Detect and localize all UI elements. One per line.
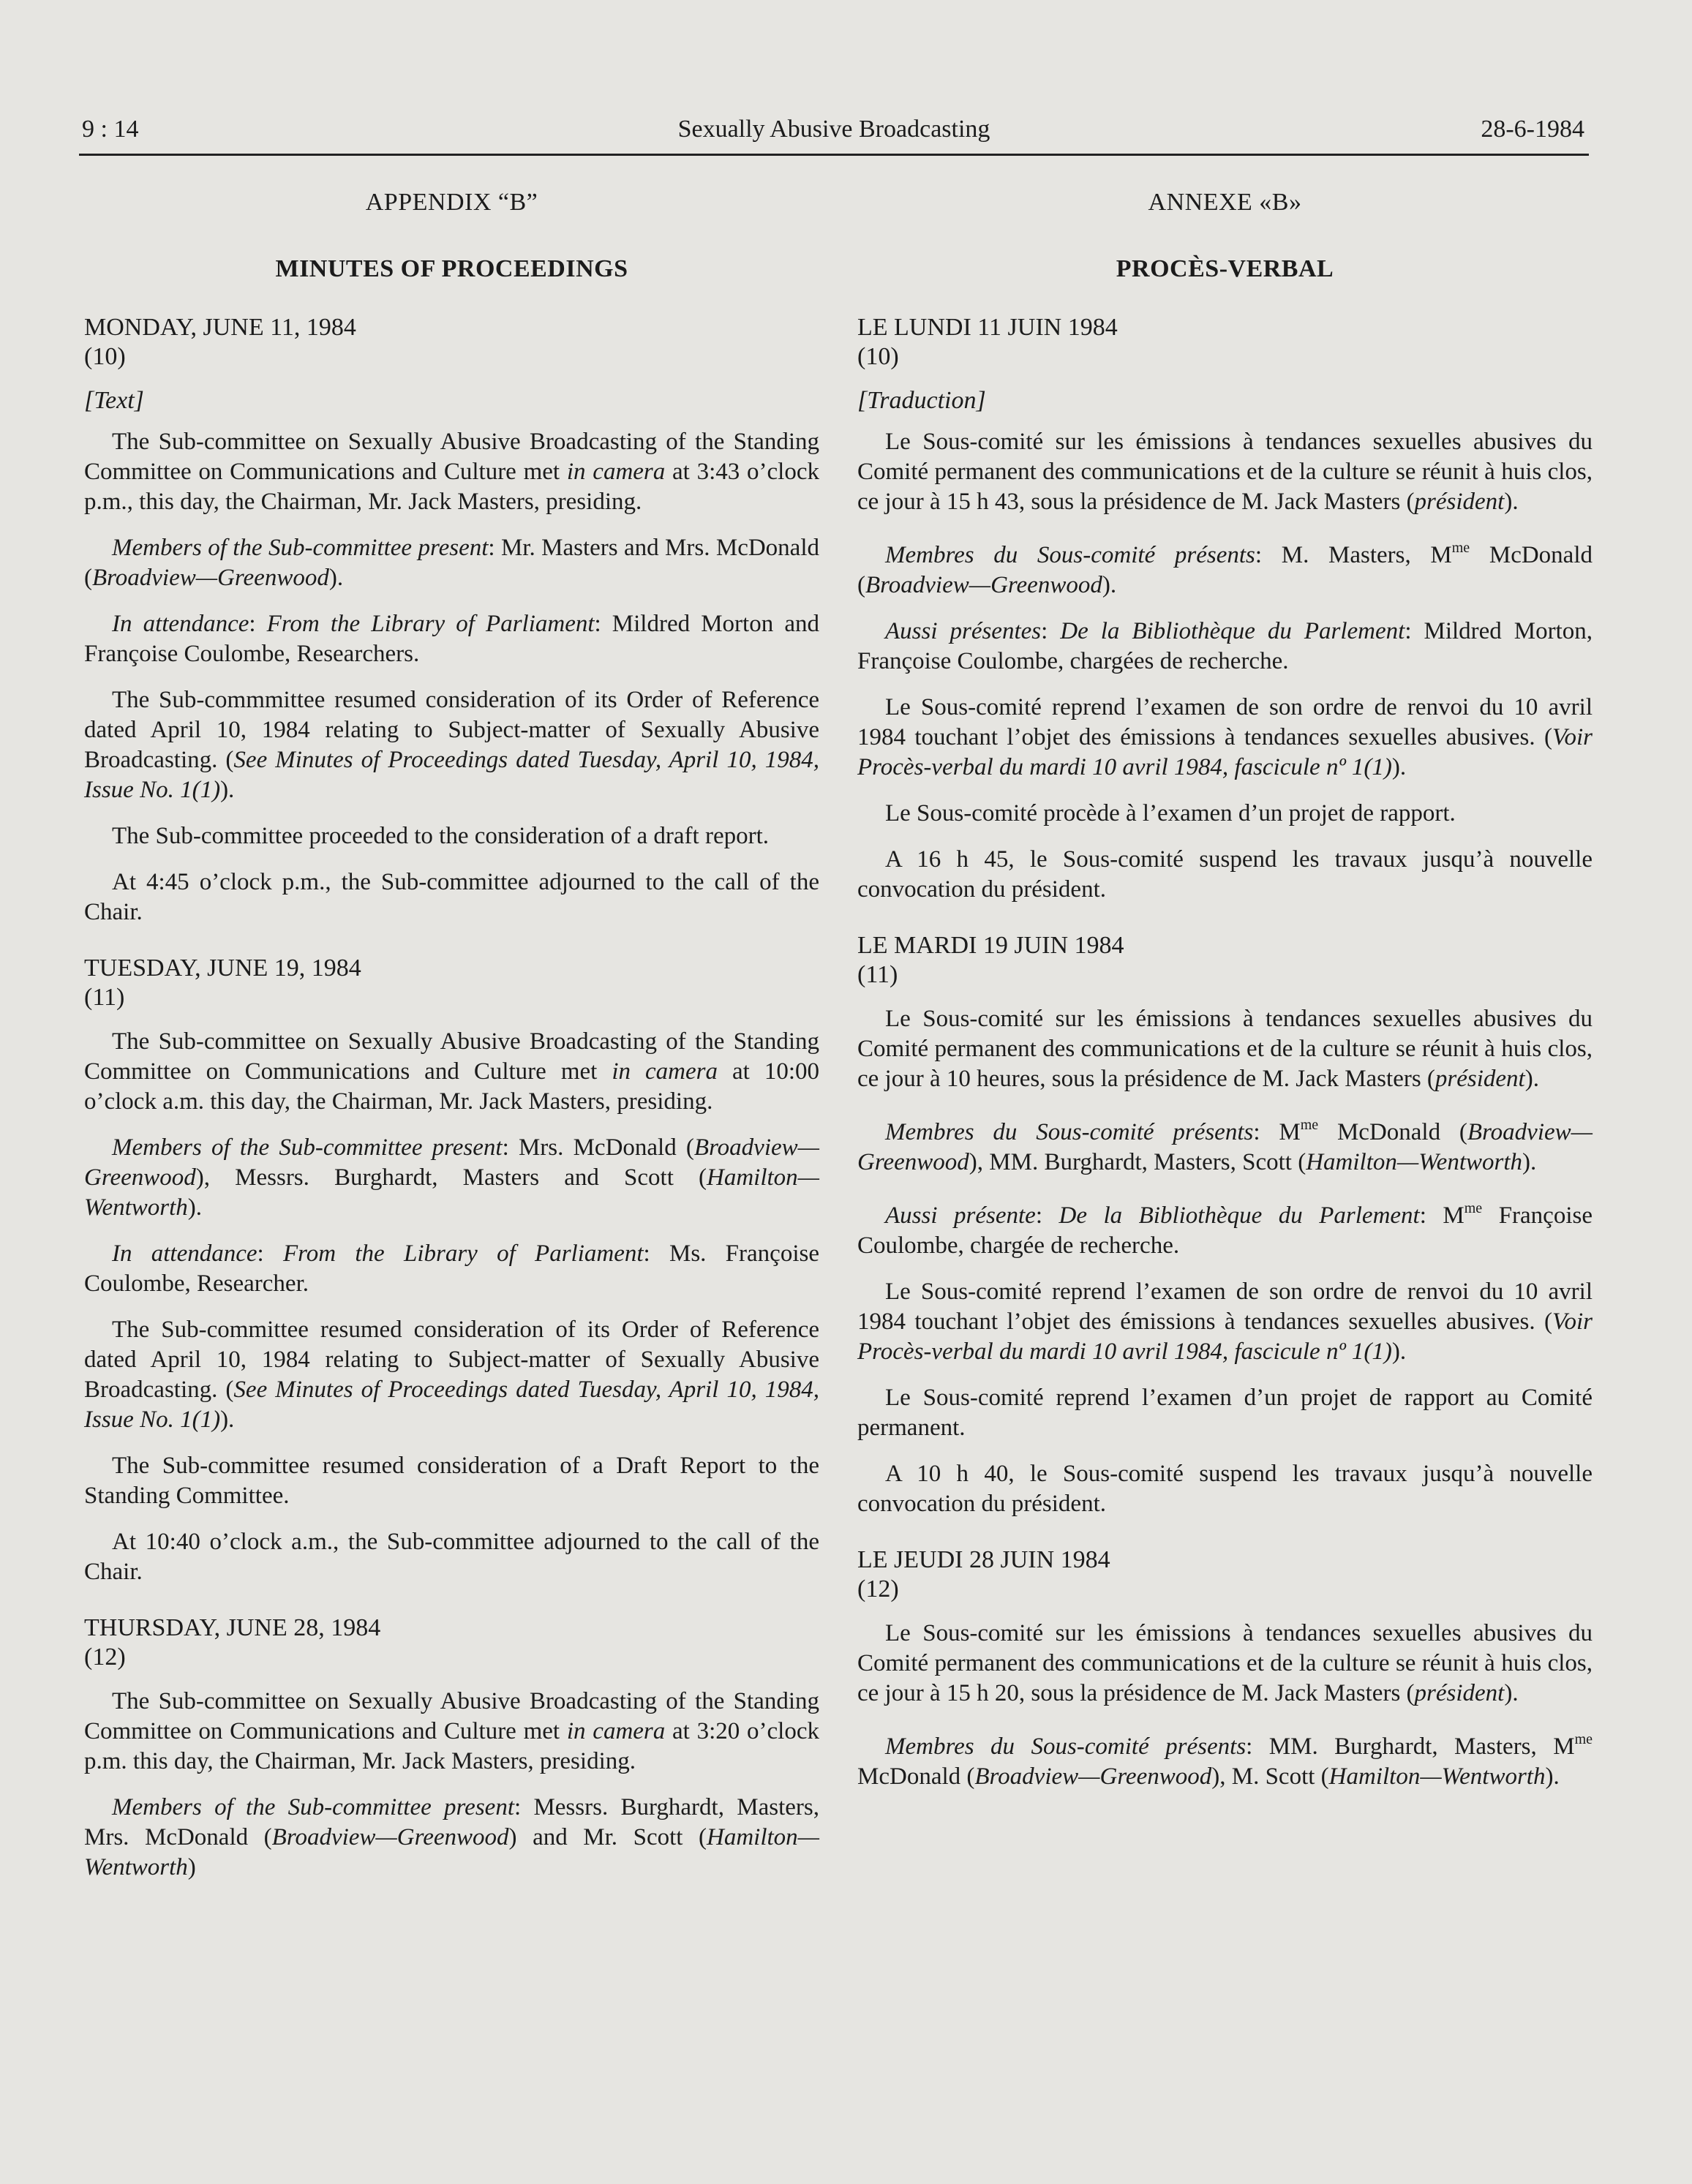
english-column xyxy=(84,187,819,1909)
adjournment-paragraph: A 16 h 45, le Sous-comité suspend les travaux jusqu’à nouvelle convocation du président. xyxy=(857,846,1593,903)
meeting-date: MONDAY, JUNE 11, 1984 xyxy=(84,314,356,341)
header-date: 28-6-1984 xyxy=(1481,116,1584,143)
meeting-number: (12) xyxy=(857,1575,899,1603)
opening-paragraph: The Sub-committee on Sexually Abusive Broadcasting of the Standing Committee on Communications and Culture met in camera at 10:00 o’clock a.m. this day, the Chairman, Mr. Jack Masters, presiding. xyxy=(84,1028,819,1115)
adjournment-paragraph: A 10 h 40, le Sous-comité suspend les travaux jusqu’à nouvelle convocation du président. xyxy=(857,1461,1593,1517)
proceedings-paragraph: Le Sous-comité reprend l’examen d’un projet de rapport au Comité permanent. xyxy=(857,1385,1593,1441)
in-attendance: In attendance: From the Library of Parliament: Mildred Morton and Françoise Coulombe, Researchers. xyxy=(84,611,819,667)
order-of-reference: Le Sous-comité reprend l’examen de son ordre de renvoi du 10 avril 1984 touchant l’objet des émissions à tendances sexuelles abusives. (Voir Procès-verbal du mardi 10 avril 1984, fascicule nº 1(1)). xyxy=(857,694,1593,780)
proceedings-paragraph: The Sub-committee resumed consideration of a Draft Report to the Standing Committee. xyxy=(84,1453,819,1509)
french-column xyxy=(857,187,1593,1818)
text-tag: [Text] xyxy=(84,387,144,414)
meeting-19-juin xyxy=(857,931,1593,1519)
opening-paragraph: The Sub-committee on Sexually Abusive Broadcasting of the Standing Committee on Communications and Culture met in camera at 3:20 o’clock p.m. this day, the Chairman, Mr. Jack Masters, presiding. xyxy=(84,1688,819,1774)
proceedings-paragraph: Le Sous-comité procède à l’examen d’un projet de rapport. xyxy=(885,800,1456,826)
in-attendance: In attendance: From the Library of Parliament: Ms. Françoise Coulombe, Researcher. xyxy=(84,1240,819,1297)
members-present: Members of the Sub-committee present: Messrs. Burghardt, Masters, Mrs. McDonald (Broadview—Greenwood) and Mr. Scott (Hamilton—Wentworth) xyxy=(84,1794,819,1880)
page-header xyxy=(79,111,1589,156)
page-number: 9 : 14 xyxy=(82,116,139,143)
appendix-title: APPENDIX “B” xyxy=(365,189,538,216)
proceedings-paragraph: The Sub-committee proceeded to the consideration of a draft report. xyxy=(112,823,769,849)
order-of-reference: Le Sous-comité reprend l’examen de son ordre de renvoi du 10 avril 1984 touchant l’objet des émissions à tendances sexuelles abusives. (Voir Procès-verbal du mardi 10 avril 1984, fascicule nº 1(1)). xyxy=(857,1279,1593,1365)
members-present: Members of the Sub-committee present: Mr. Masters and Mrs. McDonald (Broadview—Greenwood). xyxy=(84,535,819,591)
opening-paragraph: Le Sous-comité sur les émissions à tendances sexuelles abusives du Comité permanent des communications et de la culture se réunit à huis clos, ce jour à 15 h 43, sous la présidence de M. Jack Masters (président). xyxy=(857,429,1593,515)
meeting-number: (10) xyxy=(857,343,899,370)
appendix-title: ANNEXE «B» xyxy=(1148,189,1302,216)
meeting-date: LE JEUDI 28 JUIN 1984 xyxy=(857,1546,1110,1573)
adjournment-paragraph: At 10:40 o’clock a.m., the Sub-committee adjourned to the call of the Chair. xyxy=(84,1529,819,1585)
members-present: Membres du Sous-comité présents: M. Masters, $M^{me}$ McDonald (Broadview—Greenwood). xyxy=(857,540,1593,598)
opening-paragraph: The Sub-committee on Sexually Abusive Broadcasting of the Standing Committee on Communications and Culture met in camera at 3:43 o’clock p.m., this day, the Chairman, Mr. Jack Masters, presiding. xyxy=(84,429,819,515)
order-of-reference: The Sub-commmittee resumed consideration of its Order of Reference dated April 10, 1984 relating to Subject-matter of Sexually Abusive Broadcasting. (See Minutes of Proceedings dated Tuesday, April 10, 1984, Issue No. 1(1)). xyxy=(84,687,819,803)
section-heading: PROCÈS-VERBAL xyxy=(1116,255,1334,282)
meeting-number: (12) xyxy=(84,1643,126,1671)
section-heading: MINUTES OF PROCEEDINGS xyxy=(275,255,628,282)
adjournment-paragraph: At 4:45 o’clock p.m., the Sub-committee adjourned to the call of the Chair. xyxy=(84,869,819,925)
translation-tag: [Traduction] xyxy=(857,387,986,414)
meeting-date: LE LUNDI 11 JUIN 1984 xyxy=(857,314,1118,341)
order-of-reference: The Sub-committee resumed consideration of its Order of Reference dated April 10, 1984 relating to Subject-matter of Sexually Abusive Broadcasting. (See Minutes of Proceedings dated Tuesday, April 10, 1984, Issue No. 1(1)). xyxy=(84,1317,819,1433)
meeting-june-11 xyxy=(84,313,819,927)
running-title: Sexually Abusive Broadcasting xyxy=(677,116,990,143)
meeting-date: LE MARDI 19 JUIN 1984 xyxy=(857,932,1124,959)
members-present: Members of the Sub-committee present: Mrs. McDonald (Broadview—Greenwood), Messrs. Burghardt, Masters and Scott (Hamilton—Wentworth). xyxy=(84,1134,819,1221)
meeting-number: (10) xyxy=(84,343,126,370)
members-present: Membres du Sous-comité présents: $M^{me}$ McDonald (Broadview—Greenwood), MM. Burghardt, Masters, Scott (Hamilton—Wentworth). xyxy=(857,1117,1593,1175)
meeting-june-28 xyxy=(84,1613,819,1883)
meeting-number: (11) xyxy=(857,961,898,988)
meeting-june-19 xyxy=(84,954,819,1587)
opening-paragraph: Le Sous-comité sur les émissions à tendances sexuelles abusives du Comité permanent des communications et de la culture se réunit à huis clos, ce jour à 10 heures, sous la présidence de M. Jack Masters (président). xyxy=(857,1006,1593,1092)
meeting-11-juin xyxy=(857,313,1593,905)
meeting-date: THURSDAY, JUNE 28, 1984 xyxy=(84,1614,381,1641)
meeting-28-juin xyxy=(857,1545,1593,1792)
in-attendance: Aussi présentes: De la Bibliothèque du Parlement: Mildred Morton, Françoise Coulombe, chargées de recherche. xyxy=(857,618,1593,674)
opening-paragraph: Le Sous-comité sur les émissions à tendances sexuelles abusives du Comité permanent des communications et de la culture se réunit à huis clos, ce jour à 15 h 20, sous la présidence de M. Jack Masters (président). xyxy=(857,1620,1593,1706)
in-attendance: Aussi présente: De la Bibliothèque du Parlement: $M^{me}$ Françoise Coulombe, chargée de recherche. xyxy=(857,1200,1593,1259)
meeting-date: TUESDAY, JUNE 19, 1984 xyxy=(84,954,361,982)
members-present: Membres du Sous-comité présents: MM. Burghardt, Masters, $M^{me}$ McDonald (Broadview—Greenwood), M. Scott (Hamilton—Wentworth). xyxy=(857,1731,1593,1790)
meeting-number: (11) xyxy=(84,984,125,1011)
